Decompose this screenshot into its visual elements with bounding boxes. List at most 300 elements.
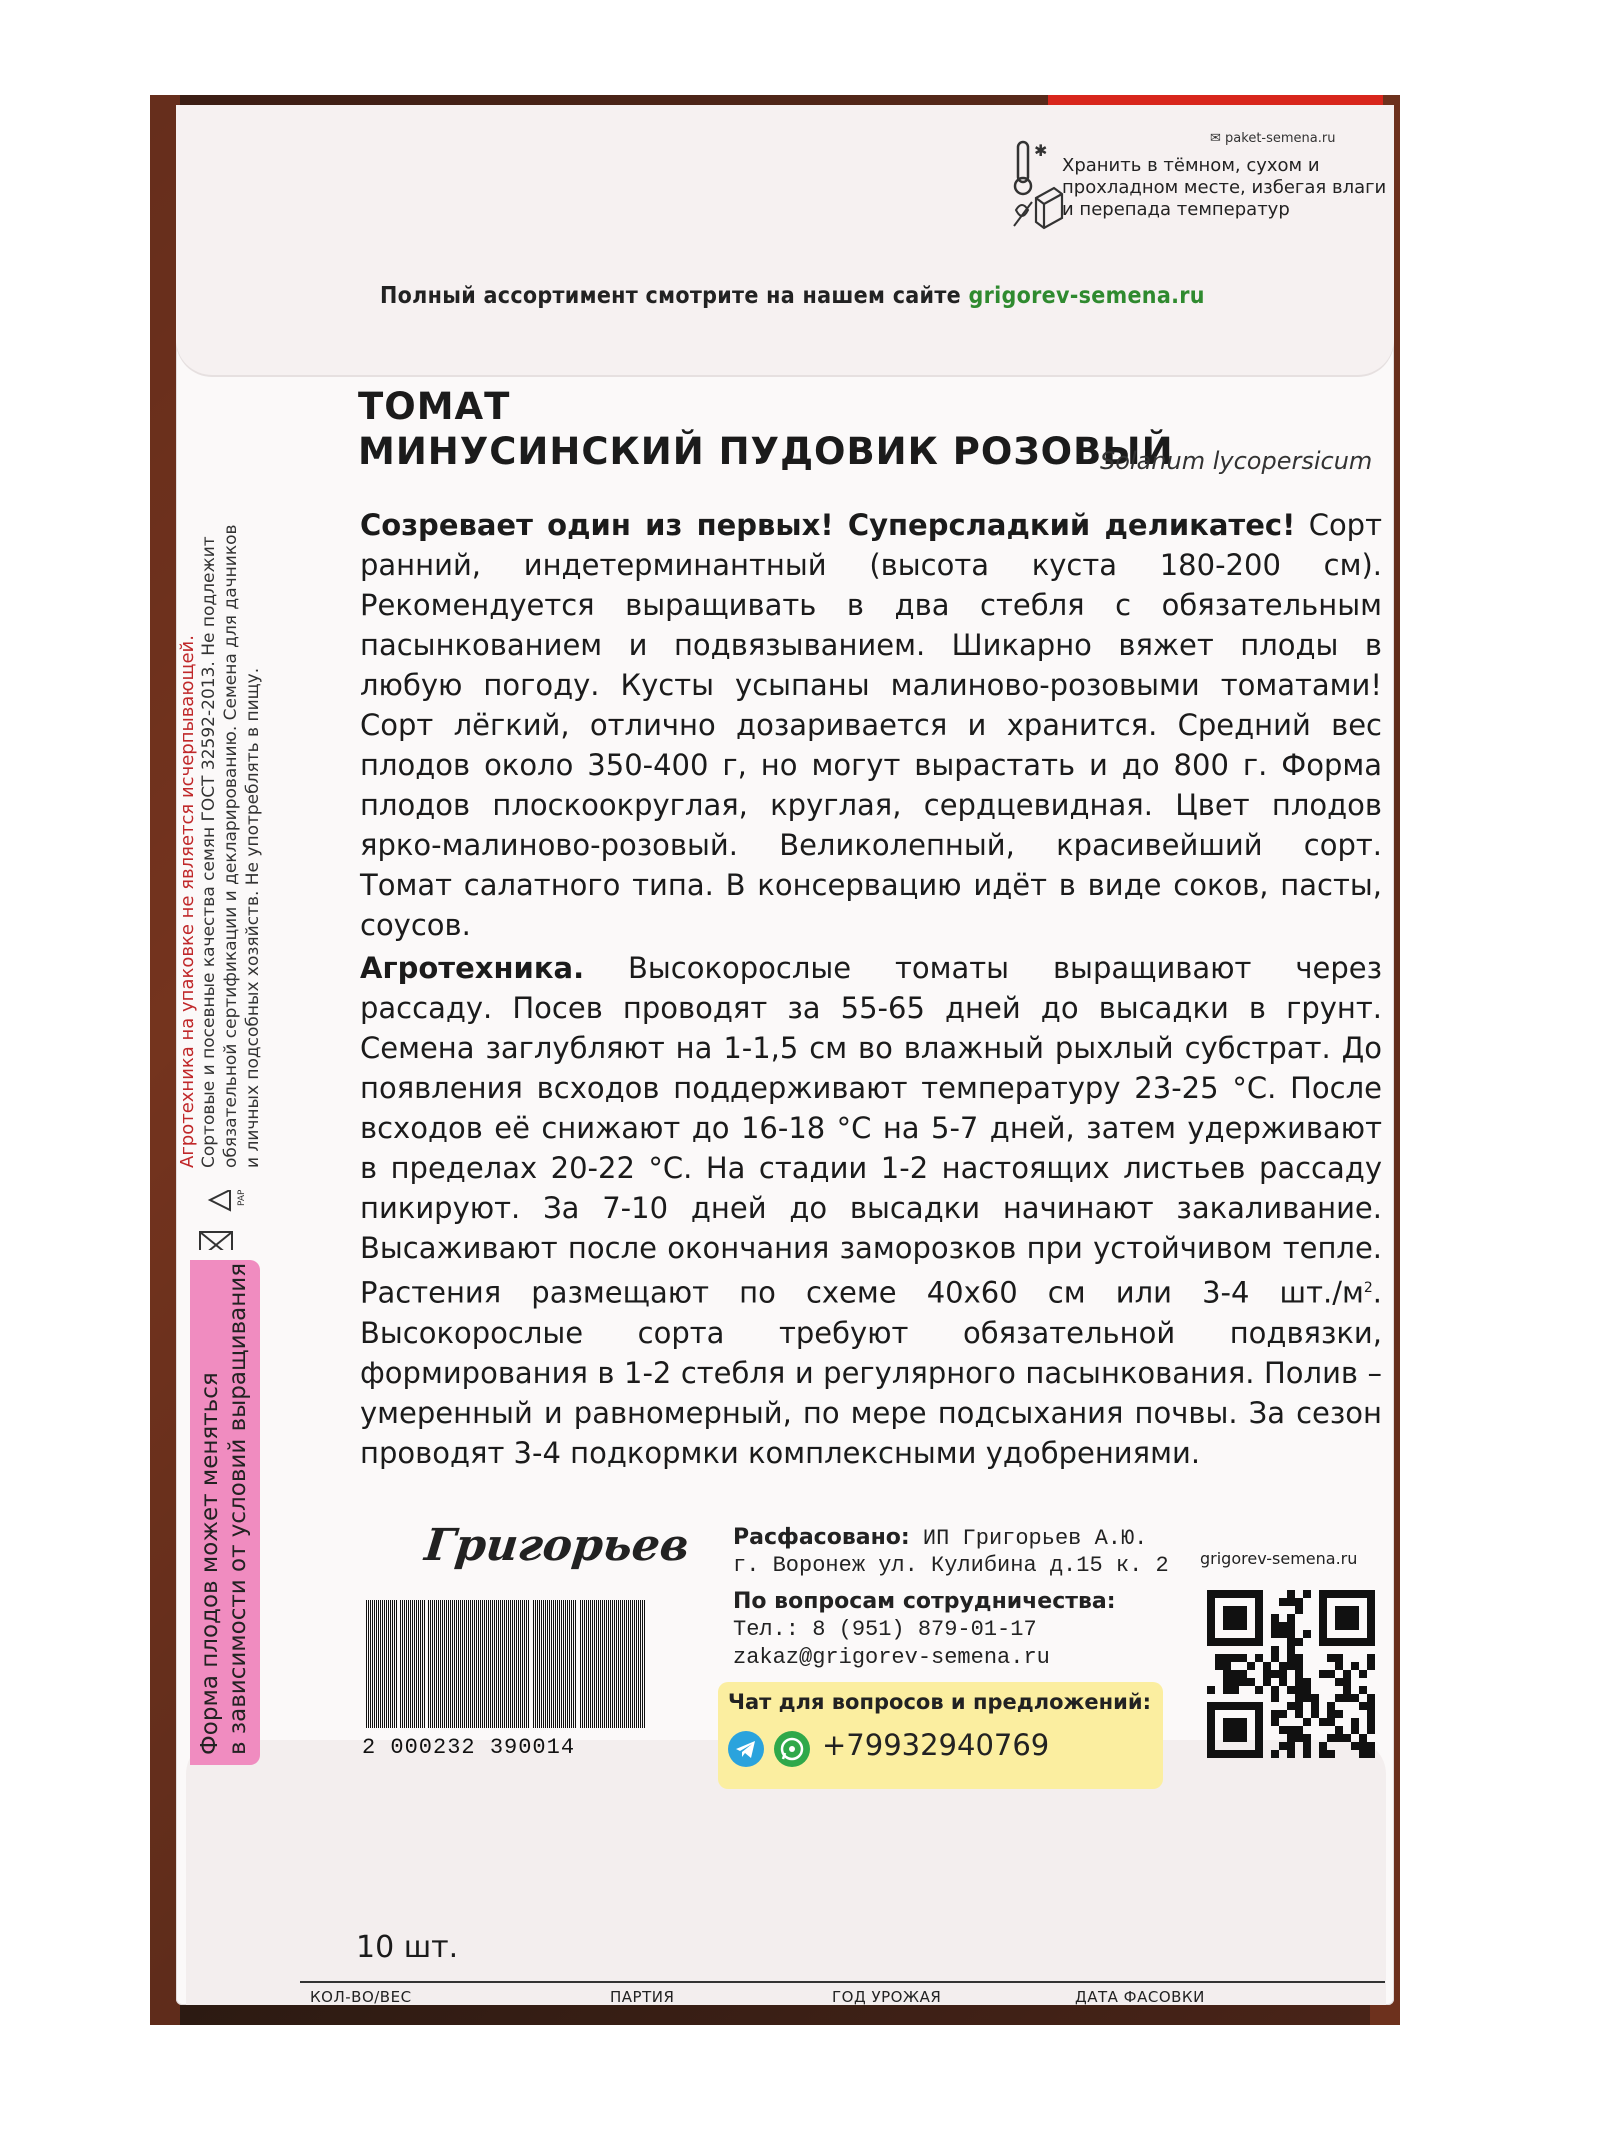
bottom-rule [300, 1981, 1385, 1983]
barcode-bar [466, 1600, 467, 1728]
barcode-bar [514, 1600, 515, 1728]
barcode-bar [549, 1600, 550, 1728]
barcode-bar [462, 1600, 463, 1728]
qr-module [1247, 1662, 1255, 1670]
qr-module [1351, 1742, 1359, 1750]
qr-module [1271, 1622, 1279, 1630]
qr-module [1279, 1710, 1287, 1718]
qr-finder [1255, 1702, 1263, 1758]
qr-module [1271, 1630, 1279, 1638]
barcode-bar [446, 1600, 447, 1728]
qr-module [1223, 1686, 1231, 1694]
barcode-bar [630, 1600, 631, 1728]
chat-label: Чат для вопросов и предложений: [728, 1690, 1151, 1714]
qr-module [1327, 1734, 1335, 1742]
barcode-bar [616, 1600, 617, 1728]
qr-module [1271, 1750, 1279, 1758]
qr-module [1271, 1654, 1279, 1662]
qr-module [1303, 1718, 1311, 1726]
qr-module [1231, 1654, 1239, 1662]
qr-module [1287, 1622, 1295, 1630]
barcode-bar [472, 1600, 473, 1728]
qr-code[interactable] [1207, 1590, 1375, 1758]
qr-finder [1223, 1718, 1247, 1742]
qr-module [1359, 1734, 1367, 1742]
agro-body-2: . Высокорослые сорта требуют обязательной подвязки, формирования в 1-2 стебля и регулярного пасынкования. Полив – умеренный и равномерный, по мере подсыхания почвы. За сезон проводят 3-4 подкормки комплексными удобрениями. [360, 1275, 1382, 1470]
barcode-bar [614, 1600, 615, 1728]
qr-module [1359, 1686, 1367, 1694]
qr-module [1367, 1742, 1375, 1750]
barcode-digits: 2 000232 390014 [362, 1735, 576, 1760]
product-type: ТОМАТ [358, 385, 511, 428]
barcode-bar [406, 1600, 407, 1728]
svg-text:✱: ✱ [1034, 141, 1048, 160]
qr-module [1271, 1718, 1279, 1726]
barcode-bar [412, 1600, 413, 1728]
qr-module [1319, 1670, 1327, 1678]
barcode-bar [569, 1600, 570, 1728]
barcode-bar [516, 1600, 517, 1728]
qr-module [1287, 1702, 1295, 1710]
qr-module [1287, 1646, 1295, 1654]
qr-finder [1319, 1590, 1327, 1646]
qr-module [1303, 1678, 1311, 1686]
qr-module [1215, 1654, 1223, 1662]
qr-module [1271, 1614, 1279, 1622]
barcode-bar [410, 1600, 411, 1728]
barcode-bar [557, 1600, 558, 1728]
barcode-bar [567, 1600, 568, 1728]
assortment-text: Полный ассортимент смотрите на нашем сайте [380, 283, 969, 309]
barcode-bar [384, 1600, 385, 1728]
qr-module [1287, 1590, 1295, 1598]
barcode-bar [518, 1600, 519, 1728]
qr-module [1327, 1710, 1335, 1718]
cooperation-email[interactable]: zakaz@grigorev-semena.ru [733, 1645, 1050, 1670]
assortment-line [380, 283, 1205, 309]
agrotechnics-paragraph [360, 948, 1382, 1473]
barcode-bar [394, 1600, 395, 1728]
barcode-bar [624, 1600, 625, 1728]
barcode-bar [458, 1600, 459, 1728]
barcode-bar [506, 1600, 507, 1728]
qr-module [1367, 1726, 1375, 1734]
barcode-bar [553, 1600, 554, 1728]
barcode-bar [370, 1600, 371, 1728]
barcode-bar [636, 1600, 637, 1728]
qr-module [1335, 1654, 1343, 1662]
qr-module [1303, 1686, 1311, 1694]
assortment-site-link[interactable]: grigorev-semena.ru [968, 283, 1205, 309]
barcode-bar [474, 1600, 475, 1728]
barcode-bar [378, 1600, 379, 1728]
side-note-line3: обязательной сертификации и декларированию. Семена для дачников [221, 524, 241, 1168]
qr-module [1215, 1662, 1223, 1670]
barcode-bar [555, 1600, 556, 1728]
recycle-code: PAP [237, 1190, 247, 1206]
packer-label: Расфасовано: [733, 1525, 910, 1550]
qr-module [1327, 1654, 1335, 1662]
qr-module [1295, 1694, 1303, 1702]
barcode-bar [618, 1600, 619, 1728]
qr-module [1287, 1654, 1295, 1662]
packer-name: ИП Григорьев А.Ю. [909, 1526, 1148, 1551]
qr-module [1287, 1630, 1295, 1638]
barcode-bar [543, 1600, 544, 1728]
qr-module [1223, 1678, 1231, 1686]
qr-module [1367, 1710, 1375, 1718]
barcode-bar [632, 1600, 633, 1728]
description-paragraph [360, 505, 1382, 945]
barcode-bar [402, 1600, 403, 1728]
qr-module [1263, 1670, 1271, 1678]
cooperation-label-text: По вопросам сотрудничества: [733, 1589, 1116, 1614]
qr-module [1343, 1734, 1351, 1742]
qr-module [1303, 1750, 1311, 1758]
barcode-bar [539, 1600, 540, 1728]
qr-module [1279, 1662, 1287, 1670]
qr-module [1335, 1734, 1343, 1742]
qr-module [1223, 1654, 1231, 1662]
barcode-bar [563, 1600, 564, 1728]
qr-module [1279, 1726, 1287, 1734]
barcode-bar [498, 1600, 499, 1728]
barcode-bar [448, 1600, 449, 1728]
barcode-bar [382, 1600, 383, 1728]
pink-note-line1: Форма плодов может меняться [197, 1372, 223, 1755]
barcode-bar [404, 1600, 405, 1728]
barcode-bar [504, 1600, 505, 1728]
barcode-bar [376, 1600, 377, 1728]
barcode-bar [622, 1600, 623, 1728]
qr-module [1247, 1678, 1255, 1686]
red-tab [1048, 95, 1383, 105]
qr-module [1319, 1718, 1327, 1726]
barcode-bar [386, 1600, 387, 1728]
qr-module [1295, 1678, 1303, 1686]
barcode-bar [573, 1600, 574, 1728]
qr-module [1287, 1742, 1295, 1750]
barcode-bar [438, 1600, 439, 1728]
qr-module [1327, 1750, 1335, 1758]
barcode-bar [416, 1600, 417, 1728]
qr-module [1303, 1694, 1311, 1702]
barcode-bar [408, 1600, 409, 1728]
qr-module [1327, 1702, 1335, 1710]
qr-module [1287, 1614, 1295, 1622]
qr-module [1271, 1710, 1279, 1718]
chat-phone[interactable]: +79932940769 [822, 1728, 1050, 1762]
qr-module [1287, 1734, 1295, 1742]
qr-module [1255, 1654, 1263, 1662]
qr-site-label: grigorev-semena.ru [1200, 1549, 1358, 1568]
qr-module [1335, 1694, 1343, 1702]
qr-module [1239, 1678, 1247, 1686]
qr-module [1239, 1654, 1247, 1662]
barcode-bar [520, 1600, 521, 1728]
barcode-bar [454, 1600, 455, 1728]
barcode-bar [452, 1600, 453, 1728]
barcode-bar [634, 1600, 635, 1728]
barcode-bar [490, 1600, 491, 1728]
barcode-bar [526, 1600, 527, 1728]
qr-module [1359, 1750, 1367, 1758]
barcode-bar [640, 1600, 641, 1728]
qr-module [1351, 1662, 1359, 1670]
barcode-bar [430, 1600, 431, 1728]
qr-module [1271, 1686, 1279, 1694]
qr-module [1343, 1678, 1351, 1686]
qr-finder [1223, 1606, 1247, 1630]
qr-finder [1319, 1590, 1375, 1598]
cooperation-label [733, 1589, 1116, 1615]
barcode-bar [496, 1600, 497, 1728]
barcode-bar [606, 1600, 607, 1728]
telegram-icon[interactable] [728, 1731, 764, 1767]
qr-module [1335, 1726, 1343, 1734]
qr-module [1295, 1670, 1303, 1678]
barcode-bar [388, 1600, 389, 1728]
qr-module [1295, 1726, 1303, 1734]
qr-module [1295, 1638, 1303, 1646]
barcode-bar [594, 1600, 595, 1728]
barcode-bar [528, 1600, 529, 1728]
barcode-bar [432, 1600, 433, 1728]
storage-instructions: Хранить в тёмном, сухом и прохладном месте, избегая влаги и перепада температур [1062, 155, 1387, 220]
barcode-bar [470, 1600, 471, 1728]
qr-module [1287, 1598, 1295, 1606]
qr-module [1335, 1662, 1343, 1670]
barcode-bar [480, 1600, 481, 1728]
qr-finder [1207, 1590, 1215, 1646]
qr-module [1351, 1694, 1359, 1702]
qr-finder [1367, 1590, 1375, 1646]
paket-site-label: ✉ paket-semena.ru [1210, 131, 1336, 146]
qr-module [1271, 1694, 1279, 1702]
barcode-bar [586, 1600, 587, 1728]
qr-module [1231, 1686, 1239, 1694]
qr-module [1287, 1750, 1295, 1758]
label-harvest-year: ГОД УРОЖАЯ [832, 1988, 942, 2006]
qr-module [1295, 1710, 1303, 1718]
barcode-bar [444, 1600, 445, 1728]
barcode-bar [580, 1600, 581, 1728]
qr-module [1263, 1662, 1271, 1670]
barcode-bar [642, 1600, 643, 1728]
barcode-bar [372, 1600, 373, 1728]
barcode-bar [476, 1600, 477, 1728]
barcode-bar [368, 1600, 369, 1728]
agro-lead: Агротехника. [360, 951, 585, 985]
barcode-bar [626, 1600, 627, 1728]
barcode-bar [535, 1600, 536, 1728]
barcode-bar [500, 1600, 501, 1728]
qr-module [1295, 1662, 1303, 1670]
barcode-bar [484, 1600, 485, 1728]
qr-module [1319, 1742, 1327, 1750]
qr-module [1287, 1726, 1295, 1734]
qr-finder [1207, 1750, 1263, 1758]
barcode-bar [420, 1600, 421, 1728]
barcode-bar [598, 1600, 599, 1728]
qr-finder [1335, 1606, 1359, 1630]
brand-signature: Григорьев [422, 1520, 692, 1571]
qr-module [1223, 1662, 1231, 1670]
qr-module [1279, 1622, 1287, 1630]
qr-module [1351, 1726, 1359, 1734]
barcode-bar [418, 1600, 419, 1728]
qr-module [1287, 1662, 1295, 1670]
qr-module [1343, 1694, 1351, 1702]
barcode-bar [610, 1600, 611, 1728]
qr-module [1367, 1718, 1375, 1726]
qr-module [1239, 1670, 1247, 1678]
barcode-bar [434, 1600, 435, 1728]
barcode-bar [644, 1600, 645, 1728]
whatsapp-icon[interactable] [774, 1731, 810, 1767]
seed-count: 10 шт. [356, 1930, 459, 1965]
qr-module [1295, 1654, 1303, 1662]
barcode-bar [596, 1600, 597, 1728]
barcode-bar [424, 1600, 425, 1728]
barcode-bar [565, 1600, 566, 1728]
qr-module [1295, 1606, 1303, 1614]
agro-body-1: Высокорослые томаты выращивают через рассаду. Посев проводят за 55-65 дней до высадки в грунт. Семена заглубляют на 1-1,5 см во влажный рыхлый субстрат. До появления всходов поддерживают температуру 23-25 °С. После всходов её снижают до 16-18 °С на 5-7 дней, затем удерживают в пределах 20-22 °С. На стадии 1-2 настоящих листьев рассаду пикируют. За 7-10 дней до высадки начинают закаливание. Высаживают после окончания заморозков при устойчивом тепле. Растения размещают по схеме 40х60 см или 3-4 шт./м [360, 951, 1382, 1310]
qr-module [1343, 1686, 1351, 1694]
barcode [362, 1600, 652, 1740]
barcode-bar [482, 1600, 483, 1728]
qr-module [1343, 1670, 1351, 1678]
cooperation-phone[interactable]: Тел.: 8 (951) 879-01-17 [733, 1617, 1037, 1642]
storage-icons [1012, 140, 1064, 234]
qr-finder [1207, 1590, 1263, 1598]
barcode-bar [571, 1600, 572, 1728]
qr-module [1295, 1598, 1303, 1606]
paket-site-text: paket-semena.ru [1225, 131, 1336, 146]
barcode-bar [584, 1600, 585, 1728]
barcode-bar [620, 1600, 621, 1728]
qr-module [1231, 1670, 1239, 1678]
qr-module [1279, 1678, 1287, 1686]
qr-module [1311, 1702, 1319, 1710]
barcode-bar [510, 1600, 511, 1728]
barcode-bar [442, 1600, 443, 1728]
barcode-bar [524, 1600, 525, 1728]
latin-name: Solanum lycopersicum [1100, 447, 1373, 475]
qr-finder [1207, 1638, 1263, 1646]
qr-module [1207, 1686, 1215, 1694]
barcode-bar [450, 1600, 451, 1728]
barcode-bar [436, 1600, 437, 1728]
qr-finder [1207, 1702, 1263, 1710]
qr-finder [1255, 1590, 1263, 1646]
barcode-bar [547, 1600, 548, 1728]
barcode-bar [561, 1600, 562, 1728]
barcode-bar [588, 1600, 589, 1728]
barcode-bar [392, 1600, 393, 1728]
barcode-bar [612, 1600, 613, 1728]
barcode-bar [456, 1600, 457, 1728]
barcode-bar [422, 1600, 423, 1728]
label-batch: ПАРТИЯ [610, 1988, 675, 2006]
packer-line [733, 1525, 1147, 1551]
qr-module [1311, 1710, 1319, 1718]
qr-module [1279, 1742, 1287, 1750]
qr-module [1223, 1670, 1231, 1678]
side-note-line2: Сортовые и посевные качества семян ГОСТ 32592-2013. Не подлежит [199, 536, 219, 1168]
qr-module [1303, 1734, 1311, 1742]
barcode-bar [390, 1600, 391, 1728]
qr-module [1303, 1742, 1311, 1750]
qr-module [1367, 1654, 1375, 1662]
pink-note-line2: в зависимости от условий выращивания [225, 1262, 251, 1755]
qr-module [1359, 1670, 1367, 1678]
qr-module [1359, 1742, 1367, 1750]
qr-module [1295, 1702, 1303, 1710]
barcode-bar [502, 1600, 503, 1728]
qr-module [1367, 1750, 1375, 1758]
side-note-line4: и личных подсобных хозяйств. Не употреблять в пищу. [243, 667, 263, 1168]
qr-module [1303, 1590, 1311, 1598]
qr-module [1295, 1686, 1303, 1694]
barcode-bar [440, 1600, 441, 1728]
barcode-bar [414, 1600, 415, 1728]
barcode-bar [508, 1600, 509, 1728]
qr-module [1367, 1694, 1375, 1702]
qr-module [1311, 1694, 1319, 1702]
qr-module [1335, 1678, 1343, 1686]
barcode-bar [380, 1600, 381, 1728]
barcode-bar [522, 1600, 523, 1728]
qr-module [1231, 1678, 1239, 1686]
barcode-bar [608, 1600, 609, 1728]
barcode-bar [366, 1600, 367, 1728]
qr-module [1271, 1646, 1279, 1654]
barcode-bar [537, 1600, 538, 1728]
qr-module [1279, 1670, 1287, 1678]
barcode-bar [464, 1600, 465, 1728]
qr-finder [1207, 1702, 1215, 1758]
qr-module [1287, 1686, 1295, 1694]
qr-module [1351, 1718, 1359, 1726]
barcode-bar [494, 1600, 495, 1728]
barcode-bar [541, 1600, 542, 1728]
barcode-bar [460, 1600, 461, 1728]
barcode-bar [592, 1600, 593, 1728]
qr-finder [1319, 1638, 1375, 1646]
barcode-bar [590, 1600, 591, 1728]
qr-module [1295, 1734, 1303, 1742]
qr-module [1279, 1630, 1287, 1638]
qr-module [1359, 1702, 1367, 1710]
barcode-bar [628, 1600, 629, 1728]
label-quantity: КОЛ-ВО/ВЕС [310, 1988, 412, 2006]
qr-module [1271, 1670, 1279, 1678]
barcode-bar [512, 1600, 513, 1728]
barcode-bar [582, 1600, 583, 1728]
barcode-bar [492, 1600, 493, 1728]
description-lead: Созревает один из первых! Суперсладкий деликатес! [360, 508, 1296, 542]
barcode-bar [551, 1600, 552, 1728]
qr-module [1303, 1630, 1311, 1638]
barcode-bar [374, 1600, 375, 1728]
qr-module [1319, 1750, 1327, 1758]
qr-module [1255, 1686, 1263, 1694]
barcode-bar [600, 1600, 601, 1728]
label-packing-date: ДАТА ФАСОВКИ [1075, 1988, 1205, 2006]
packer-address: г. Воронеж ул. Кулибина д.15 к. 2 [733, 1553, 1169, 1578]
barcode-bar [486, 1600, 487, 1728]
